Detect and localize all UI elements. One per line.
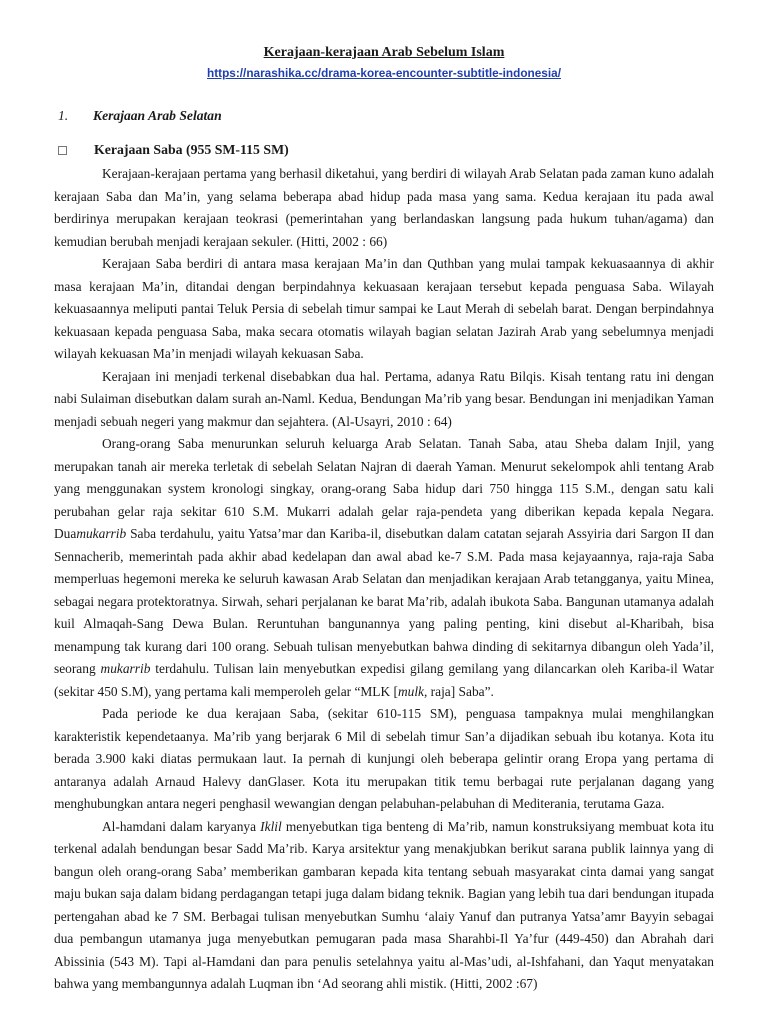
paragraph-4 <box>54 433 714 703</box>
paragraph-4-italic-mukarrib-1: mukarrib <box>76 526 127 541</box>
paragraph-6-italic-iklil: Iklil <box>260 818 282 834</box>
subsection-heading <box>54 140 714 160</box>
paragraph-5: Pada periode ke dua kerajaan Saba, (sekitar 610-115 SM), penguasa tampaknya mulai menghilangkan karakteristik kependetaanya. Ma’rib yang berjarak 6 Mil di sebelah timur San’a dijadikan sebuah ibu kotanya. Kota itu berada 3.900 kaki diatas permukaan laut. Ia pernah di kunjungi oleh beberapa gelintir orang Eropa yang pertama di antaranya adalah Arnaud Halevy danGlaser. Kota itu merupakan titik temu berbagai rute perjalanan dagang yang menghubungkan antara negeri penghasil wewangian dengan pelabuhan-pelabuhan di Mediterania, terutama Gaza. <box>54 706 714 811</box>
paragraph-2: Kerajaan Saba berdiri di antara masa kerajaan Ma’in dan Quthban yang mulai tampak kekuasaannya di akhir masa kerajaan Ma’in, ditandai dengan berpindahnya kekuasaan kerajaan tersebut kepada penguasa Saba. Wilayah kekuasaannya meliputi pantai Teluk Persia di sebelah timur sampai ke Laut Merah di sebelah barat. Dengan berpindahnya kekuasaan kepada penguasa Saba, maka secara otomatis wilayah bagian selatan Jazirah Arab yang sebelumnya menjadi wilayah kekuasan Ma’in menjadi wilayah kekuasan Saba. <box>54 256 714 361</box>
section-heading <box>54 106 714 126</box>
section-number: 1. <box>58 108 69 123</box>
paragraph-6-part-c: menyebutkan tiga benteng di Ma’rib, namun konstruksiyang membuat kota itu terkenal adalah bendungan besar Sadd Ma’rib. Karya arsitektur yang menakjubkan berikut sarana publik lainnya yang di bangun oleh orang-orang Saba’ memberikan gambaran kepada kita tentang sebuah masyarakat cinta damai yang sangat maju bukan saja dalam bidang perdagangan tetapi juga dalam bidang teknik. Bagian yang lebih tua dari bendungan itupada pertengahan abad ke 7 SM. Berbagai tulisan menyebutkan Sumhu ‘alaiy Yanuf dan putranya Yatsa’amr Bayyin sebagai dua pembangun utamanya juga menyebutkan pemugaran pada masa Sharahbi-Il Ya’fur (449-450) dan Abrahah dari Abissinia (543 M). Tapi al-Hamdani dan para penulis setelahnya yaitu al-Mas’udi, al-Ishfahani, dan Yaqut menyatakan bahwa yang membangunnya adalah Luqman ibn ‘Ad seorang ahli mistik. (Hitti, 2002 :67) <box>54 818 714 991</box>
paragraph-6 <box>54 816 714 996</box>
paragraph-1: Kerajaan-kerajaan pertama yang berhasil diketahui, yang berdiri di wilayah Arab Selatan pada zaman kuno adalah kerajaan Saba dan Ma’in, yang selama beberapa abad hidup pada masa yang sama. Kedua kerajaan itu pada awal berdirinya merupakan kerajaan teokrasi (pemerintahan yang berlandaskan langsung pada hukum tuhan/agama) dan kemudian berubah menjadi kerajaan sekuler. (Hitti, 2002 : 66) <box>54 166 714 249</box>
paragraph-4-part-c: Saba terdahulu, yaitu Yatsa’mar dan Kariba-il, disebutkan dalam catatan sejarah Assyiria dari Sargon II dan Sennacherib, memerintah pada akhir abad kedelapan dan awal abad ke-7 S.M. Pada masa kejayaannya, raja-raja Saba memperluas hegemoni mereka ke seluruh kawasan Arab Selatan dan menjadikan kerajaan Arab tetangganya, yaitu Minea, sebagai negara protektoratnya. Sirwah, sehari perjalanan ke barat Ma’rib, adalah ibukota Saba. Bangunan utamanya adalah kuil Almaqah-Sang Dewa Bulan. Reruntuhan bangunannya yang paling penting, kini disebut al-Kharibah, bisa menampung tak kurang dari 100 orang. Sebuah tulisan menyebutkan bahwa dinding di sekitarnya dibangun oleh Yada’il, seorang <box>54 526 714 676</box>
paragraph-4-italic-mukarrib-2: mukarrib <box>100 661 151 676</box>
section-title: Kerajaan Arab Selatan <box>93 108 222 123</box>
paragraph-3: Kerajaan ini menjadi terkenal disebabkan dua hal. Pertama, adanya Ratu Bilqis. Kisah tentang ratu ini dengan nabi Sulaiman disebutkan dalam surah an-Naml. Kedua, Bendungan Ma’rib yang besar. Bendungan ini menjadikan Yaman menjadi sebuah negeri yang makmur dan sejahtera. (Al-Usayri, 2010 : 64) <box>54 368 714 429</box>
document-title: Kerajaan-kerajaan Arab Sebelum Islam <box>263 45 505 60</box>
document-body <box>54 163 714 996</box>
paragraph-4-italic-mulk: mulk <box>397 683 424 699</box>
paragraph-6-part-a: Al-hamdani dalam karyanya <box>102 818 261 834</box>
subsection-title: Kerajaan Saba (955 SM-115 SM) <box>94 142 289 157</box>
paragraph-4-part-g: , raja] Saba”. <box>423 683 494 699</box>
paragraph-4-part-a: Orang-orang Saba menurunkan seluruh keluarga Arab Selatan. Tanah Saba, atau Sheba dalam Injil, yang merupakan tanah air mereka terletak di sebelah Selatan Najran di daerah Yaman. Menurut sekelompok ahli tentang Arab yang menggunakan system kronologi singkay, orang-orang Saba hidup dari 750 hingga 115 S.M., dengan satu kali perubahan gelar raja sekitar 610 S.M. Mukarri adalah gelar raja-pendeta yang diberikan kepada kepala Negara. Dua <box>54 436 714 541</box>
paragraph-4-part-e: terdahulu. Tulisan lain menyebutkan expedisi gilang gemilang yang dilancarkan oleh Kariba-il Watar (sekitar 450 S.M), yang pertama kali memperoleh gelar “MLK [ <box>54 661 714 699</box>
source-link[interactable]: https://narashika.cc/drama-korea-encounter-subtitle-indonesia/ <box>207 66 561 80</box>
bullet-box-icon <box>58 146 67 155</box>
